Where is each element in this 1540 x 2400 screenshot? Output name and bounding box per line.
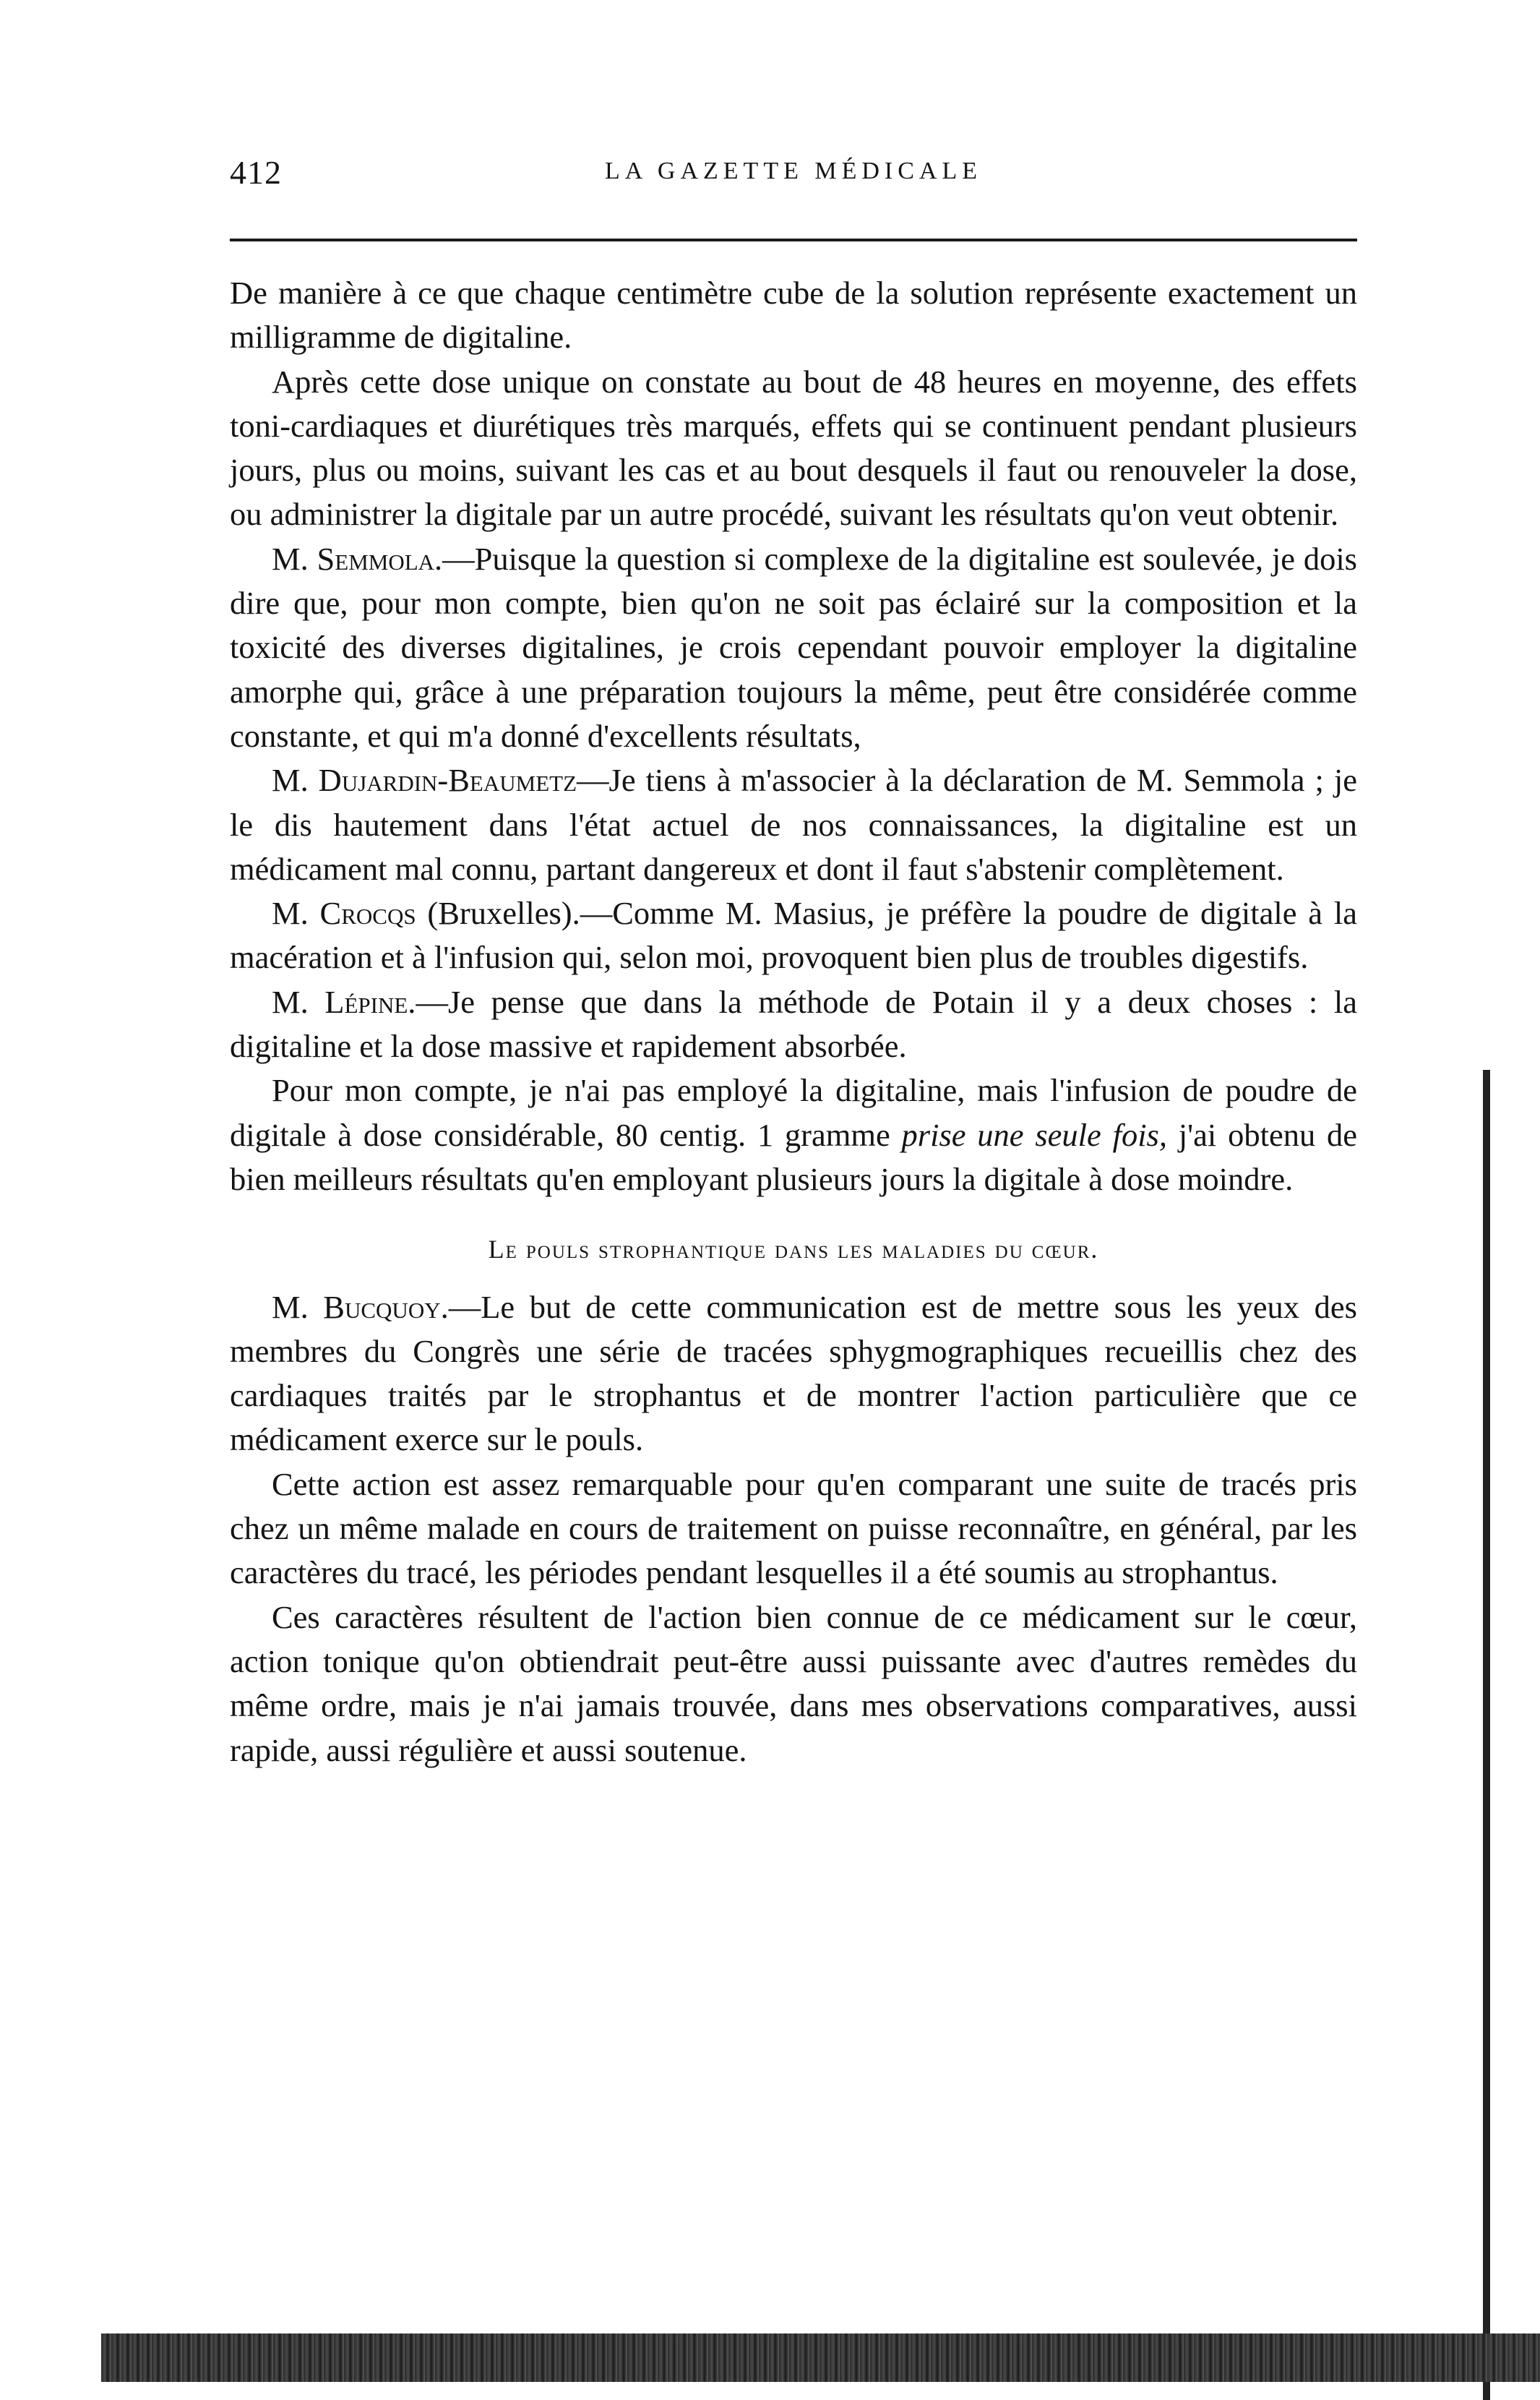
running-title: LA GAZETTE MÉDICALE xyxy=(604,158,983,184)
text-before-italic: Pour mon compte, je n'ai pas employé la digitaline, mais l'infusion de poudre de digitale à dose considérable, 80 centig. 1 gramme xyxy=(230,1072,1357,1153)
paragraph-2: Après cette dose unique on constate au bout de 48 heures en moyenne, des effets toni-cardiaques et diurétiques très marqués, effets qui se continuent pendant plusieurs jours, plus ou moins, suivant les cas et au bout desquels il faut ou renouveler la dose, ou administrer la digitale par un autre procédé, suivant les résultats qu'on veut obtenir. xyxy=(230,363,1357,533)
header-rule xyxy=(230,239,1357,241)
paragraph-7 xyxy=(230,1068,1357,1201)
speech-text: —Le but de cette communication est de mettre sous les yeux des membres du Congrès une série de tracées sphygmographiques recueillis chez des cardiaques traités par le strophantus et de montrer l'action particulière que ce médicament exerce sur le pouls. xyxy=(230,1288,1357,1458)
paragraph-lepine xyxy=(230,980,1357,1069)
speaker-name: M. Semmola. xyxy=(272,540,443,577)
speech-text: (Bruxelles).—Comme M. Masius, je préfère la poudre de digitale à la macération et à l'infusion qui, selon moi, provoquent bien plus de troubles digestifs. xyxy=(230,895,1357,976)
text-after-italic: j'ai obtenu de bien meilleurs résultats qu'en employant plusieurs jours la digitale à dose moindre. xyxy=(230,1116,1357,1197)
paragraph-10: Ces caractères résultent de l'action bien connue de ce médicament sur le cœur, action tonique qu'on obtiendrait peut-être aussi puissante avec d'autres remèdes du même ordre, mais je n'ai jamais trouvée, dans mes observations comparatives, aussi rapide, aussi régulière et aussi soutenue. xyxy=(230,1598,1357,1768)
speech-text: —Je pense que dans la méthode de Potain il y a deux choses : la digitaline et la dose massive et rapidement absorbée. xyxy=(230,983,1357,1065)
speaker-name: M. Dujardin-Beaumetz xyxy=(272,762,577,799)
paragraph-bucquoy xyxy=(230,1285,1357,1462)
scan-page-edge-bottom xyxy=(101,2333,1540,2382)
page-header xyxy=(230,153,1357,197)
speaker-name: M. Crocqs xyxy=(272,895,416,932)
section-heading: Le pouls strophantique dans les maladies du cœur. xyxy=(488,1235,1099,1264)
page-number: 412 xyxy=(230,154,282,191)
paragraph-1: De manière à ce que chaque centimètre cube de la solution représente exactement un milligramme de digitaline. xyxy=(230,275,1357,356)
scan-page-edge-right xyxy=(1483,1070,1490,2400)
speech-text: —Je tiens à m'associer à la déclaration de M. Semmola ; je le dis hautement dans l'état actuel de nos connaissances, la digitaline est un médicament mal connu, partant dangereux et dont il faut s'abstenir complètement. xyxy=(230,762,1357,887)
speaker-name: M. Lépine. xyxy=(272,983,416,1020)
paragraph-9: Cette action est assez remarquable pour qu'en comparant une suite de tracés pris chez un même malade en cours de traitement on puisse reconnaître, en général, par les caractères du tracé, les périodes pendant lesquelles il a été soumis au strophantus. xyxy=(230,1465,1357,1591)
italic-phrase: prise une seule fois, xyxy=(901,1116,1167,1153)
paragraph-crocqs xyxy=(230,891,1357,980)
speech-text: —Puisque la question si complexe de la digitaline est soulevée, je dois dire que, pour mon compte, bien qu'on ne soit pas éclairé sur la composition et la toxicité des diverses digitalines, je crois cependant pouvoir employer la digitaline amorphe qui, grâce à une préparation toujours la même, peut être considérée comme constante, et qui m'a donné d'excellents résultats, xyxy=(230,540,1357,754)
paragraph-dujardin-beaumetz xyxy=(230,758,1357,891)
speaker-name: M. Bucquoy. xyxy=(272,1288,449,1325)
article-body xyxy=(230,271,1357,1773)
paragraph-semmola xyxy=(230,537,1357,758)
